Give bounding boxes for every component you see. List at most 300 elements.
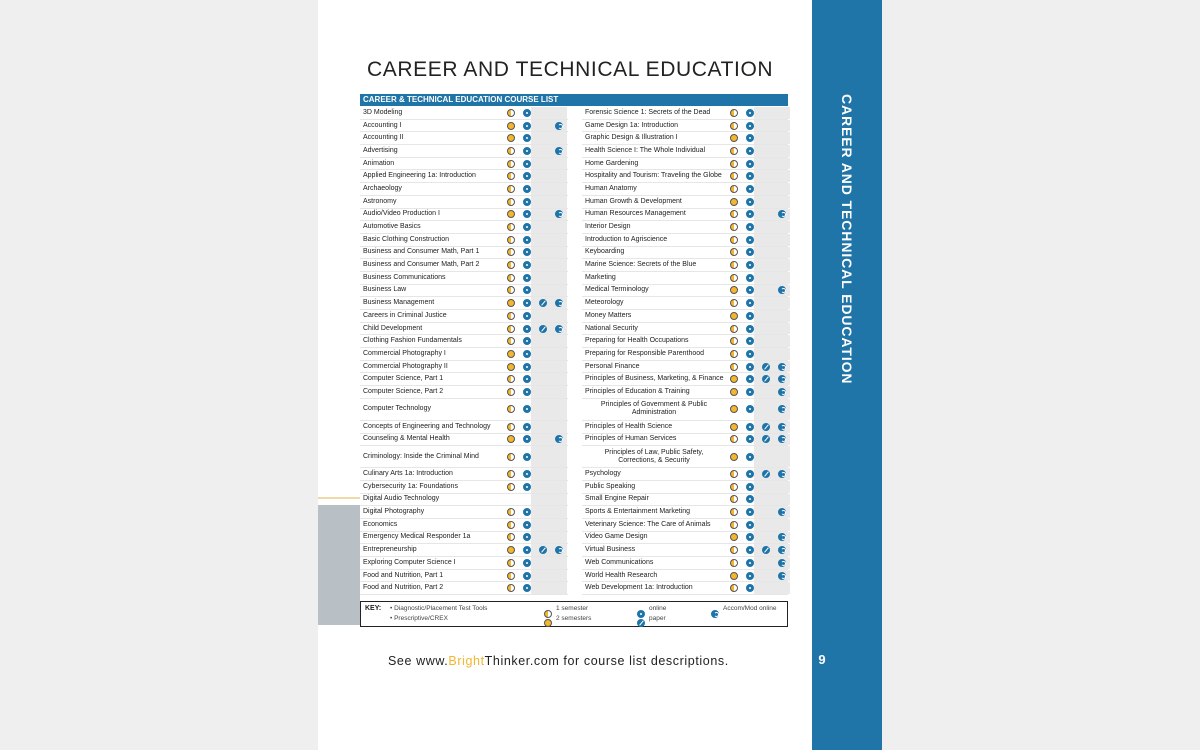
two-semesters-icon — [507, 122, 515, 130]
one-semester-icon — [507, 453, 515, 461]
course-row — [360, 323, 568, 336]
one-semester-icon — [507, 198, 515, 206]
one-semester-icon — [730, 210, 738, 218]
online-icon — [523, 533, 531, 541]
key-tools-diagnostic: • Diagnostic/Placement Test Tools — [390, 605, 488, 612]
course-name: Principles of Human Services — [585, 435, 677, 443]
course-row — [582, 310, 788, 323]
course-name: Web Development 1a: Introduction — [585, 584, 693, 592]
key-two-semesters: 2 semesters — [556, 615, 592, 622]
paper-icon — [637, 619, 645, 627]
online-icon — [746, 134, 754, 142]
course-name: Astronomy — [363, 197, 397, 205]
two-semesters-icon — [730, 453, 738, 461]
course-name: Marketing — [585, 273, 616, 281]
one-semester-icon — [507, 508, 515, 516]
course-name: Principles of Education & Training — [585, 387, 690, 395]
course-row — [360, 468, 568, 481]
online-icon — [523, 109, 531, 117]
icon-column-band — [754, 196, 790, 208]
course-row — [360, 544, 568, 557]
course-row — [582, 335, 788, 348]
online-icon — [746, 172, 754, 180]
course-row — [360, 481, 568, 494]
course-row — [582, 386, 788, 399]
online-icon — [523, 299, 531, 307]
icon-column-band — [754, 323, 790, 335]
online-icon — [523, 261, 531, 269]
accom-online-icon — [778, 559, 786, 567]
online-icon — [746, 375, 754, 383]
course-name: Computer Science, Part 1 — [363, 375, 444, 383]
course-row — [582, 297, 788, 310]
course-name: Forensic Science 1: Secrets of the Dead — [585, 108, 711, 116]
icon-column-band — [531, 519, 567, 531]
icon-column-band — [531, 582, 567, 594]
course-name: Small Engine Repair — [585, 495, 649, 503]
course-row — [582, 506, 788, 519]
two-semesters-icon — [507, 299, 515, 307]
online-icon — [746, 533, 754, 541]
icon-column-band — [754, 234, 790, 246]
course-name: Business Communications — [363, 273, 446, 281]
course-row — [582, 446, 788, 468]
accom-online-icon — [555, 122, 563, 130]
icon-column-band — [531, 335, 567, 347]
course-row — [360, 421, 568, 434]
course-row — [360, 557, 568, 570]
course-row — [582, 519, 788, 532]
online-icon — [523, 134, 531, 142]
icon-column-band — [531, 348, 567, 360]
course-row — [360, 506, 568, 519]
online-icon — [523, 210, 531, 218]
course-row — [582, 183, 788, 196]
course-column-right — [582, 107, 788, 595]
icon-column-band — [531, 221, 567, 233]
course-name: Sports & Entertainment Marketing — [585, 508, 691, 516]
course-row — [360, 310, 568, 323]
online-icon — [637, 610, 645, 618]
paper-icon — [762, 470, 770, 478]
online-icon — [523, 521, 531, 529]
two-semesters-icon — [507, 363, 515, 371]
footer-brand-bright: Bright — [448, 654, 485, 668]
online-icon — [523, 286, 531, 294]
online-icon — [746, 198, 754, 206]
online-icon — [523, 423, 531, 431]
course-name: Applied Engineering 1a: Introduction — [363, 172, 476, 180]
one-semester-icon — [507, 248, 515, 256]
two-semesters-icon — [730, 286, 738, 294]
online-icon — [746, 286, 754, 294]
one-semester-icon — [507, 312, 515, 320]
course-row — [582, 196, 788, 209]
icon-column-band — [531, 272, 567, 284]
course-name: Health Science I: The Whole Individual — [585, 146, 706, 154]
one-semester-icon — [730, 185, 738, 193]
course-name: Criminology: Inside the Criminal Mind — [363, 452, 479, 460]
course-name: Automotive Basics — [363, 223, 421, 231]
online-icon — [523, 572, 531, 580]
one-semester-icon — [730, 350, 738, 358]
course-row — [582, 399, 788, 421]
accom-online-icon — [778, 470, 786, 478]
course-row — [360, 570, 568, 583]
one-semester-icon — [507, 325, 515, 333]
icon-column-band — [754, 145, 790, 157]
icon-column-band — [531, 557, 567, 569]
one-semester-icon — [544, 610, 552, 618]
course-row — [360, 196, 568, 209]
icon-column-band — [754, 519, 790, 531]
course-name: Veterinary Science: The Care of Animals — [585, 520, 711, 528]
online-icon — [746, 423, 754, 431]
online-icon — [746, 495, 754, 503]
one-semester-icon — [730, 122, 738, 130]
online-icon — [746, 546, 754, 554]
course-row — [582, 323, 788, 336]
course-row — [582, 373, 788, 386]
course-name: National Security — [585, 324, 638, 332]
accom-online-icon — [555, 147, 563, 155]
course-row — [360, 446, 568, 468]
course-name: Home Gardening — [585, 159, 639, 167]
course-name: Advertising — [363, 146, 398, 154]
icon-column-band — [754, 247, 790, 259]
two-semesters-icon — [730, 572, 738, 580]
icon-column-band — [531, 494, 567, 506]
online-icon — [746, 210, 754, 218]
online-icon — [746, 350, 754, 358]
course-row — [360, 399, 568, 421]
course-name: Web Communications — [585, 558, 654, 566]
one-semester-icon — [730, 363, 738, 371]
icon-column-band — [754, 170, 790, 182]
course-name: Virtual Business — [585, 546, 636, 554]
course-name: Basic Clothing Construction — [363, 235, 449, 243]
two-semesters-icon — [730, 198, 738, 206]
online-icon — [746, 223, 754, 231]
online-icon — [523, 375, 531, 383]
online-icon — [523, 236, 531, 244]
course-name: Economics — [363, 520, 398, 528]
icon-column-band — [754, 120, 790, 132]
online-icon — [523, 405, 531, 413]
course-name: Meteorology — [585, 299, 624, 307]
one-semester-icon — [507, 236, 515, 244]
course-name: Personal Finance — [585, 362, 640, 370]
course-row — [582, 544, 788, 557]
paper-icon — [762, 363, 770, 371]
course-name: Game Design 1a: Introduction — [585, 121, 678, 129]
course-name: Preparing for Responsible Parenthood — [585, 349, 705, 357]
two-semesters-icon — [730, 405, 738, 413]
course-name: Digital Photography — [363, 508, 425, 516]
two-semesters-icon — [730, 388, 738, 396]
course-name: Human Anatomy — [585, 184, 637, 192]
one-semester-icon — [730, 337, 738, 345]
icon-column-band — [754, 297, 790, 309]
course-name: Graphic Design & Illustration I — [585, 134, 678, 142]
one-semester-icon — [507, 109, 515, 117]
course-name: Human Growth & Development — [585, 197, 682, 205]
online-icon — [746, 337, 754, 345]
two-semesters-icon — [507, 134, 515, 142]
icon-column-band — [754, 259, 790, 271]
two-semesters-icon — [730, 533, 738, 541]
course-name: Animation — [363, 159, 395, 167]
course-name: Principles of Business, Marketing, & Finance — [585, 375, 724, 383]
course-name: Cybersecurity 1a: Foundations — [363, 482, 458, 490]
online-icon — [746, 388, 754, 396]
one-semester-icon — [730, 546, 738, 554]
online-icon — [523, 435, 531, 443]
accom-online-icon — [778, 363, 786, 371]
icon-column-band — [754, 158, 790, 170]
one-semester-icon — [730, 435, 738, 443]
online-icon — [523, 388, 531, 396]
icon-column-band — [531, 468, 567, 480]
course-row — [582, 120, 788, 133]
two-semesters-icon — [730, 312, 738, 320]
icon-column-band — [754, 107, 790, 119]
two-semesters-icon — [730, 134, 738, 142]
icon-column-band — [531, 107, 567, 119]
course-name: Commercial Photography II — [363, 362, 448, 370]
two-semesters-icon — [730, 423, 738, 431]
course-name: Principles of Health Science — [585, 422, 673, 430]
sidebar-title — [812, 0, 882, 750]
course-name: Archaeology — [363, 184, 402, 192]
online-icon — [746, 435, 754, 443]
online-icon — [523, 350, 531, 358]
one-semester-icon — [730, 236, 738, 244]
course-name: Business and Consumer Math, Part 1 — [363, 248, 480, 256]
one-semester-icon — [730, 109, 738, 117]
icon-column-band — [531, 570, 567, 582]
course-name: Emergency Medical Responder 1a — [363, 533, 471, 541]
key-online: online — [649, 605, 667, 612]
course-name: Food and Nutrition, Part 1 — [363, 571, 444, 579]
one-semester-icon — [730, 584, 738, 592]
online-icon — [746, 274, 754, 282]
online-icon — [746, 508, 754, 516]
course-name: Preparing for Health Occupations — [585, 337, 689, 345]
online-icon — [746, 109, 754, 117]
icon-column-band — [531, 446, 567, 467]
online-icon — [523, 546, 531, 554]
one-semester-icon — [507, 185, 515, 193]
online-icon — [746, 521, 754, 529]
course-row — [582, 532, 788, 545]
two-semesters-icon — [507, 435, 515, 443]
course-name: Accounting I — [363, 121, 402, 129]
legend-key — [360, 601, 788, 627]
course-row — [360, 120, 568, 133]
course-name: Hospitality and Tourism: Traveling the Globe — [585, 172, 722, 180]
course-name: Public Speaking — [585, 482, 636, 490]
online-icon — [746, 299, 754, 307]
online-icon — [746, 122, 754, 130]
online-icon — [746, 483, 754, 491]
course-row — [582, 434, 788, 447]
course-row — [360, 519, 568, 532]
icon-column-band — [531, 247, 567, 259]
online-icon — [746, 261, 754, 269]
online-icon — [523, 584, 531, 592]
course-row — [360, 386, 568, 399]
course-name: Digital Audio Technology — [363, 495, 440, 503]
course-name: Food and Nutrition, Part 2 — [363, 584, 444, 592]
online-icon — [746, 584, 754, 592]
one-semester-icon — [507, 160, 515, 168]
icon-column-band — [754, 582, 790, 594]
course-row — [582, 361, 788, 374]
icon-column-band — [754, 221, 790, 233]
online-icon — [523, 198, 531, 206]
course-row — [360, 107, 568, 120]
course-name: Principles of Law, Public Safety, Corrections, & Security — [604, 448, 704, 464]
course-row — [582, 421, 788, 434]
course-row — [360, 132, 568, 145]
icon-column-band — [754, 494, 790, 506]
icon-column-band — [531, 196, 567, 208]
online-icon — [746, 325, 754, 333]
key-label: KEY: — [365, 605, 382, 612]
paper-icon — [539, 325, 547, 333]
course-row — [360, 234, 568, 247]
online-icon — [746, 312, 754, 320]
course-row — [360, 582, 568, 595]
online-icon — [523, 185, 531, 193]
footer-note — [388, 654, 729, 668]
one-semester-icon — [730, 147, 738, 155]
one-semester-icon — [507, 147, 515, 155]
online-icon — [746, 405, 754, 413]
course-name: World Health Research — [585, 571, 658, 579]
course-name: Counseling & Mental Health — [363, 435, 450, 443]
key-tools-prescriptive: • Prescriptive/CREX — [390, 615, 448, 622]
course-row — [360, 494, 568, 507]
one-semester-icon — [507, 223, 515, 231]
online-icon — [746, 363, 754, 371]
online-icon — [523, 160, 531, 168]
course-name: Human Resources Management — [585, 210, 686, 218]
online-icon — [523, 223, 531, 231]
side-gray-block — [318, 505, 360, 625]
footer-brand-thinker: Thinker — [484, 654, 530, 668]
icon-column-band — [531, 373, 567, 385]
course-row — [582, 234, 788, 247]
course-name: Psychology — [585, 470, 621, 478]
course-name: Introduction to Agriscience — [585, 235, 668, 243]
course-row — [360, 158, 568, 171]
icon-column-band — [531, 399, 567, 420]
online-icon — [523, 248, 531, 256]
one-semester-icon — [730, 223, 738, 231]
online-icon — [523, 172, 531, 180]
course-row — [360, 209, 568, 222]
course-row — [582, 570, 788, 583]
online-icon — [746, 572, 754, 580]
one-semester-icon — [730, 521, 738, 529]
one-semester-icon — [507, 172, 515, 180]
course-name: Audio/Video Production I — [363, 210, 440, 218]
one-semester-icon — [507, 533, 515, 541]
one-semester-icon — [730, 172, 738, 180]
side-accent-line — [318, 497, 360, 499]
icon-column-band — [531, 234, 567, 246]
icon-column-band — [531, 421, 567, 433]
online-icon — [746, 160, 754, 168]
online-icon — [746, 559, 754, 567]
one-semester-icon — [507, 286, 515, 294]
icon-column-band — [531, 506, 567, 518]
course-row — [582, 221, 788, 234]
one-semester-icon — [507, 274, 515, 282]
course-row — [360, 532, 568, 545]
two-semesters-icon — [507, 210, 515, 218]
online-icon — [523, 483, 531, 491]
course-row — [360, 373, 568, 386]
icon-column-band — [531, 170, 567, 182]
course-row — [582, 557, 788, 570]
course-name: Careers in Criminal Justice — [363, 311, 447, 319]
online-icon — [523, 147, 531, 155]
online-icon — [523, 508, 531, 516]
one-semester-icon — [730, 261, 738, 269]
accom-online-icon — [778, 423, 786, 431]
two-semesters-icon — [544, 619, 552, 627]
course-row — [360, 272, 568, 285]
icon-column-band — [754, 272, 790, 284]
one-semester-icon — [507, 470, 515, 478]
page-title: CAREER AND TECHNICAL EDUCATION — [367, 58, 774, 81]
icon-column-band — [531, 183, 567, 195]
accom-online-icon — [711, 610, 719, 618]
one-semester-icon — [730, 508, 738, 516]
course-row — [360, 297, 568, 310]
online-icon — [523, 274, 531, 282]
course-row — [360, 348, 568, 361]
course-row — [582, 107, 788, 120]
online-icon — [746, 147, 754, 155]
course-name: Child Development — [363, 324, 423, 332]
one-semester-icon — [507, 559, 515, 567]
online-icon — [523, 312, 531, 320]
icon-column-band — [754, 132, 790, 144]
course-name: Computer Technology — [363, 405, 431, 413]
one-semester-icon — [507, 584, 515, 592]
course-name: Computer Science, Part 2 — [363, 387, 444, 395]
course-row — [582, 145, 788, 158]
icon-column-band — [754, 481, 790, 493]
course-row — [360, 221, 568, 234]
one-semester-icon — [730, 559, 738, 567]
course-column-left — [360, 107, 568, 595]
table-header: CAREER & TECHNICAL EDUCATION COURSE LIST — [360, 94, 788, 106]
course-name: Culinary Arts 1a: Introduction — [363, 470, 453, 478]
course-name: Commercial Photography I — [363, 349, 446, 357]
one-semester-icon — [507, 423, 515, 431]
online-icon — [746, 453, 754, 461]
key-paper: paper — [649, 615, 666, 622]
course-row — [582, 348, 788, 361]
one-semester-icon — [730, 248, 738, 256]
one-semester-icon — [507, 388, 515, 396]
key-accom: Accom/Mod online — [723, 605, 777, 612]
